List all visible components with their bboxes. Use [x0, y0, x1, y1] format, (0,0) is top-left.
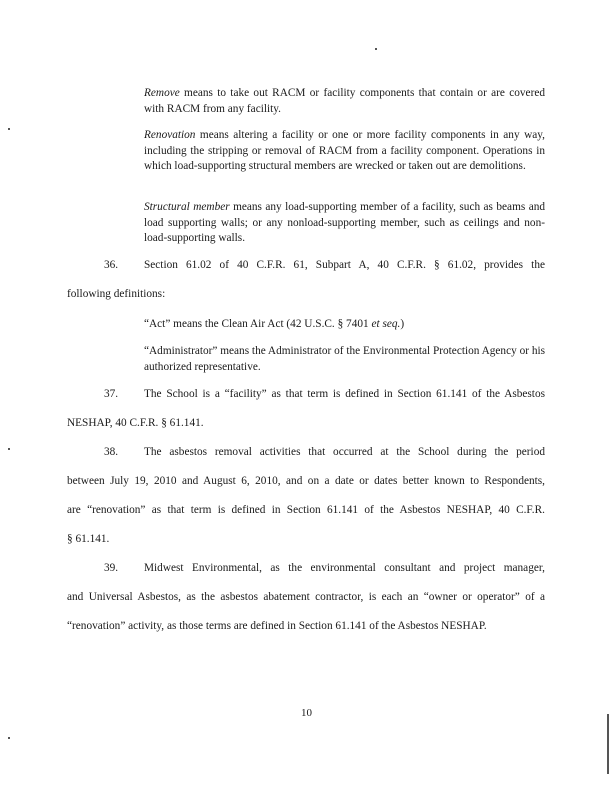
- paragraph-38-line: between July 19, 2010 and August 6, 2010, and on a date or dates better known to Respondents,: [67, 475, 545, 487]
- paragraph-number: 37.: [104, 388, 119, 400]
- page-number: 10: [301, 707, 312, 719]
- defined-term: Structural member: [144, 201, 230, 213]
- definition-text: means any load-supporting member of a facility, such as beams and load supporting walls; or any nonload-supporting member, such as ceilings and non-load-supporting walls.: [144, 201, 546, 245]
- definition-act: “Act” means the Clean Air Act (42 U.S.C. § 7401 et seq.): [144, 318, 405, 330]
- scan-speck: [8, 737, 10, 739]
- paragraph-38-line: are “renovation” as that term is defined in Section 61.141 of the Asbestos NESHAP, 40 C.F.R.: [67, 504, 545, 516]
- definition-administrator: “Administrator” means the Administrator of the Environmental Protection Agency or his authorized representative.: [144, 345, 545, 373]
- scan-speck: [8, 448, 10, 450]
- paragraph-number: 39.: [104, 562, 119, 574]
- scan-edge-mark: [607, 714, 609, 774]
- definition-renovation: [144, 128, 545, 175]
- paragraph-36-line: Section 61.02 of 40 C.F.R. 61, Subpart A, 40 C.F.R. § 61.02, provides the: [144, 259, 545, 271]
- paragraph-38-line: The asbestos removal activities that occurred at the School during the period: [144, 446, 545, 458]
- paragraph-number: 38.: [104, 446, 119, 458]
- paragraph-39-line: and Universal Asbestos, as the asbestos abatement contractor, is each an “owner or operator” of a: [67, 591, 545, 603]
- scan-speck: [375, 48, 377, 50]
- paragraph-38-line: § 61.141.: [67, 533, 110, 545]
- paragraph-39-line: “renovation” activity, as those terms are defined in Section 61.141 of the Asbestos NESHAP.: [67, 620, 487, 632]
- defined-term: Remove: [144, 87, 180, 99]
- definition-text: means to take out RACM or facility components that contain or are covered with RACM from any facility.: [144, 87, 545, 115]
- paragraph-37-line: The School is a “facility” as that term is defined in Section 61.141 of the Asbestos: [144, 388, 545, 400]
- definition-text: means altering a facility or one or more facility components in any way, including the stripping or removal of RACM from a facility component. Operations in which load-supporting structural members are wrecked or taken out are demolitions.: [144, 129, 545, 173]
- paragraph-39-line: Midwest Environmental, as the environmental consultant and project manager,: [144, 562, 545, 574]
- paragraph-36-line: following definitions:: [67, 288, 166, 300]
- paragraph-37-line: NESHAP, 40 C.F.R. § 61.141.: [67, 417, 204, 429]
- scan-speck: [8, 128, 10, 130]
- paragraph-number: 36.: [104, 259, 119, 271]
- definition-structural-member: [144, 200, 545, 247]
- definition-remove: [144, 86, 545, 117]
- defined-term: Renovation: [144, 129, 196, 141]
